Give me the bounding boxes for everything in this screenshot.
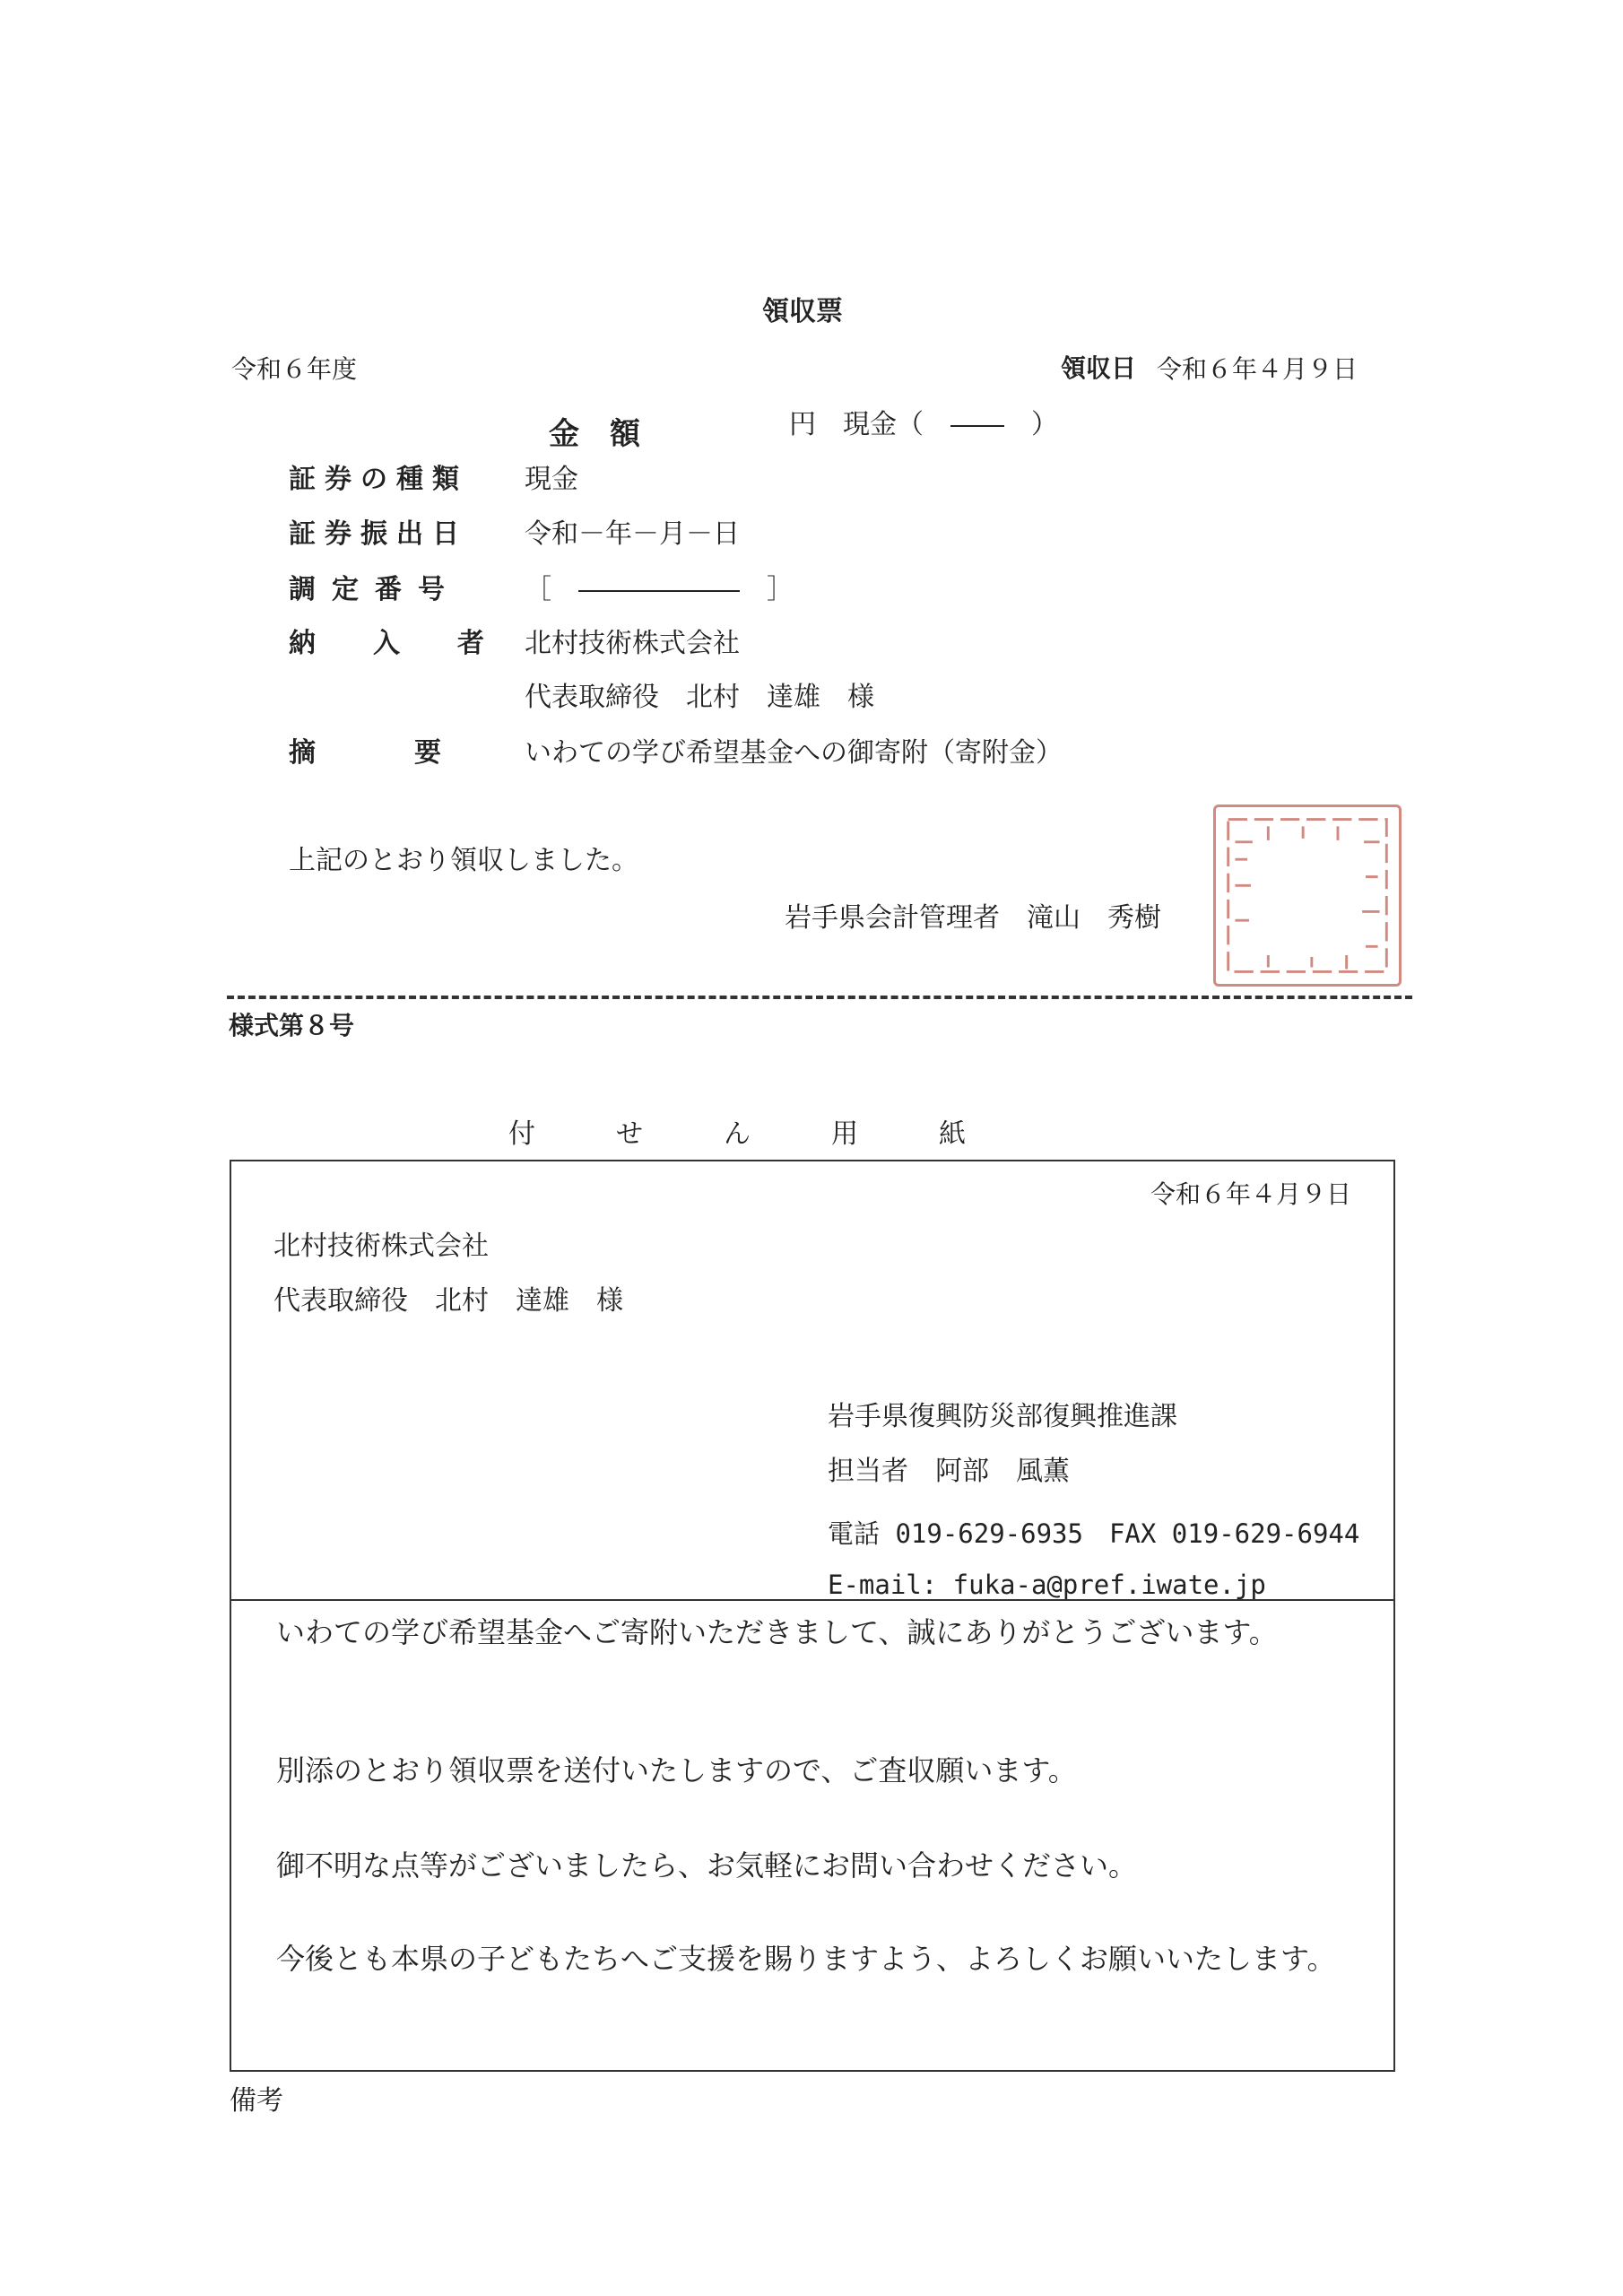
receipt-row-label: 納入者 [289, 628, 542, 659]
sender-phone: 電話 019-629-6935 FAX 019-629-6944 [828, 1518, 1360, 1549]
receipt-title: 領収票 [762, 296, 843, 327]
recipient-person: 代表取締役 北村 達雄 様 [273, 1285, 623, 1317]
message-paragraph: 御不明な点等がございましたら、お気軽にお問い合わせください。 [276, 1848, 1138, 1883]
receipt-row-label: 調定番号 [289, 574, 461, 605]
form-number: 様式第８号 [229, 1011, 355, 1040]
amount-label: 金 額 [549, 416, 640, 452]
official-seal [1213, 804, 1402, 987]
receipt-row-value: 北村技術株式会社 [525, 628, 740, 659]
slip-message-box [230, 1599, 1395, 2072]
receipt-row-value: いわての学び希望基金への御寄附（寄附金） [525, 737, 1063, 769]
remarks-label: 備考 [230, 2085, 283, 2117]
message-paragraph: 別添のとおり領収票を送付いたしますので、ご査収願います。 [276, 1753, 1077, 1787]
message-paragraph: 今後とも本県の子どもたちへご支援を賜りますよう、よろしくお願いいたします。 [276, 1942, 1336, 1976]
receipt-row-value: 現金 [525, 464, 578, 495]
receipt-row-value: 代表取締役 北村 達雄 様 [525, 682, 874, 713]
receipt-signer: 岩手県会計管理者 滝山 秀樹 [785, 902, 1161, 934]
receipt-row-label: 証券の種類 [289, 464, 468, 495]
sender-dept: 岩手県復興防災部復興推進課 [828, 1401, 1177, 1432]
sender-contact: 担当者 阿部 風薫 [828, 1456, 1070, 1487]
receipt-row-label: 摘 要 [289, 737, 477, 769]
message-paragraph: いわての学び希望基金へご寄附いただきまして、誠にありがとうございます。 [276, 1615, 1278, 1649]
receipt-statement: 上記のとおり領収しました。 [289, 845, 638, 876]
slip-title: 付 せ ん 用 紙 [508, 1118, 975, 1150]
receipt-row-label: 証券振出日 [289, 518, 468, 550]
amount-value: 円 現金（ ―― ） [789, 409, 1058, 440]
recipient-company: 北村技術株式会社 [273, 1231, 489, 1262]
receipt-row-value: 令和－年－月－日 [525, 518, 740, 550]
slip-date: 令和６年４月９日 [1150, 1179, 1352, 1209]
sender-email: E-mail: fuka-a@pref.iwate.jp [828, 1570, 1266, 1600]
receipt-row-value: ［ ―――――― ］ [525, 574, 794, 605]
cut-line [227, 996, 1412, 999]
receipt-date-label: 領収日 [1061, 353, 1137, 383]
fiscal-year: 令和６年度 [231, 354, 358, 384]
receipt-date: 令和６年４月９日 [1157, 354, 1358, 384]
